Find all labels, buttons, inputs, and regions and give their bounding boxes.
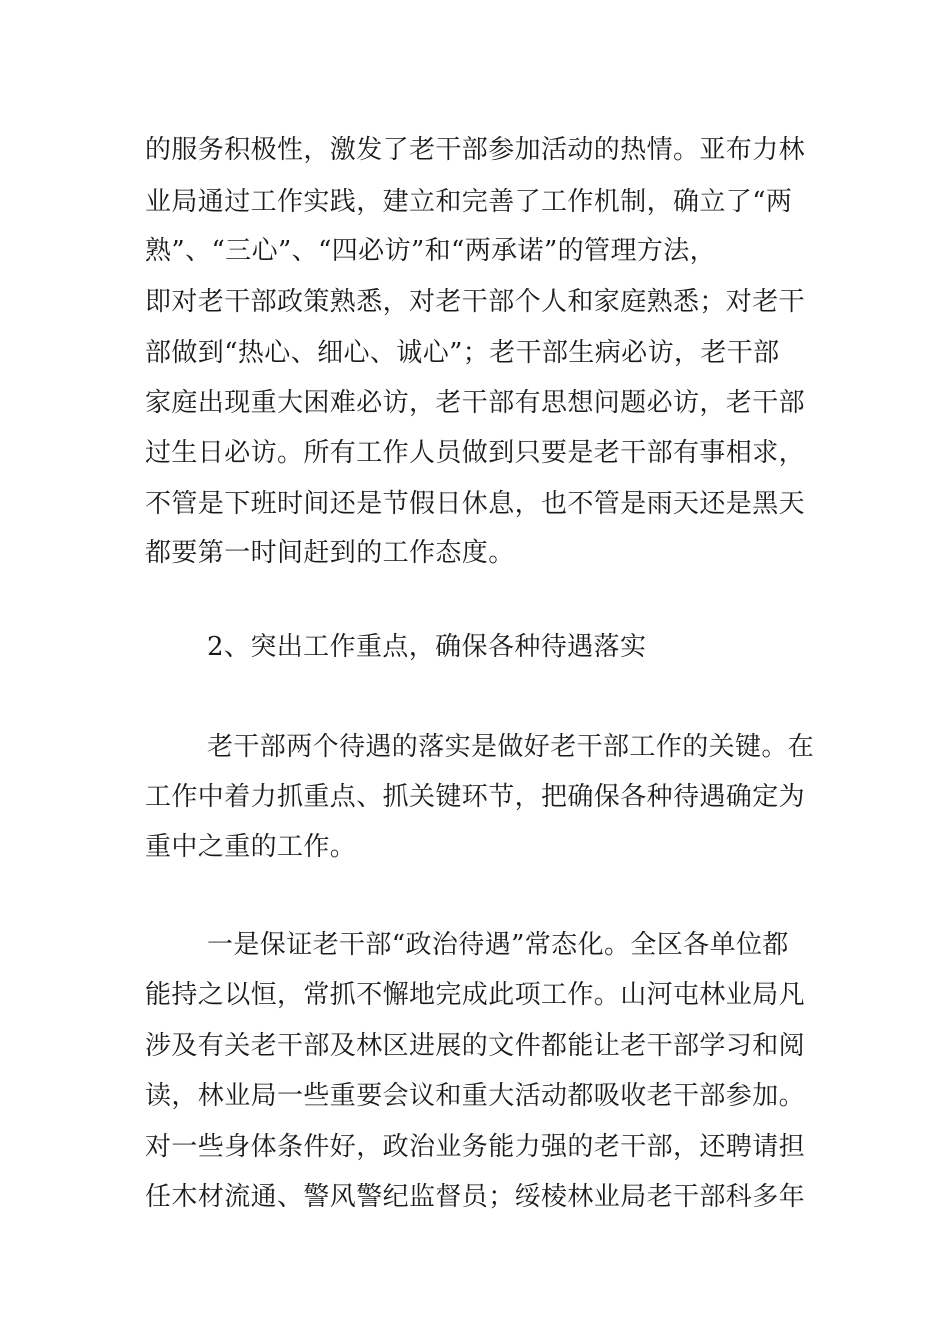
paragraph-line: 业局通过工作实践，建立和完善了工作机制，确立了“两 — [145, 187, 793, 217]
paragraph-line: 重中之重的工作。 — [145, 832, 357, 862]
paragraph-line: 过生日必访。所有工作人员做到只要是老干部有事相求， — [145, 438, 806, 468]
paragraph-line: 任木材流通、警风警纪监督员；绥棱林业局老干部科多年 — [145, 1182, 806, 1212]
paragraph-line: 熟”、“三心”、“四必访”和“两承诺”的管理方法， — [145, 236, 717, 266]
paragraph-line: 都要第一时间赶到的工作态度。 — [145, 538, 515, 568]
paragraph-line: 即对老干部政策熟悉，对老干部个人和家庭熟悉；对老干 — [145, 287, 806, 317]
paragraph-line: 对一些身体条件好，政治业务能力强的老干部，还聘请担 — [145, 1132, 806, 1162]
paragraph-line: 能持之以恒，常抓不懈地完成此项工作。山河屯林业局凡 — [145, 980, 806, 1010]
paragraph-line: 部做到“热心、细心、诚心”；老干部生病必访，老干部 — [145, 338, 780, 368]
paragraph-line: 读，林业局一些重要会议和重大活动都吸收老干部参加。 — [145, 1081, 806, 1111]
paragraph-line: 老干部两个待遇的落实是做好老干部工作的关键。在 — [207, 732, 815, 762]
paragraph-line: 一是保证老干部“政治待遇”常态化。全区各单位都 — [207, 930, 789, 960]
paragraph-line: 涉及有关老干部及林区进展的文件都能让老干部学习和阅 — [145, 1031, 806, 1061]
paragraph-line: 不管是下班时间还是节假日休息，也不管是雨天还是黑天 — [145, 489, 806, 519]
paragraph-line: 家庭出现重大困难必访，老干部有思想问题必访，老干部 — [145, 388, 806, 418]
section-heading: 2、突出工作重点，确保各种待遇落实 — [207, 632, 647, 662]
paragraph-line: 工作中着力抓重点、抓关键环节，把确保各种待遇确定为 — [145, 782, 806, 812]
paragraph-line: 的服务积极性，激发了老干部参加活动的热情。亚布力林 — [145, 135, 806, 165]
